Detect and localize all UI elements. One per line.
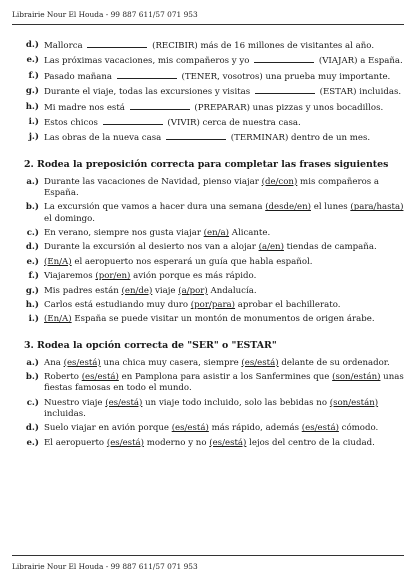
answer-blank xyxy=(87,40,147,48)
text-segment: incluidas. xyxy=(44,409,86,420)
item-text xyxy=(44,71,404,83)
item-label: b.) xyxy=(25,202,39,213)
item-text xyxy=(44,358,404,369)
option-choice: (es/está) xyxy=(241,357,279,368)
option-choice: (es/está) xyxy=(106,437,145,448)
text-segment: (TERMINAR) dentro de un mes. xyxy=(228,133,371,144)
ex1-item xyxy=(24,71,404,83)
ex3-item xyxy=(24,438,404,449)
text-segment: más rápido, además xyxy=(208,423,302,434)
text-segment: unas fiestas famosas en todo el mundo. xyxy=(44,372,404,394)
item-label: e.) xyxy=(26,55,39,66)
ex1-item xyxy=(24,132,404,144)
text-segment: Durante la excursión al desierto nos van a alojar xyxy=(44,242,259,253)
answer-blank xyxy=(166,132,226,140)
option-choice: (a/por) xyxy=(178,285,208,296)
ex1-item xyxy=(24,86,404,98)
ex2-item xyxy=(24,177,404,200)
ex2-item xyxy=(24,202,404,225)
item-text xyxy=(44,55,404,67)
text-segment: delante de su ordenador. xyxy=(278,357,390,368)
text-segment: Mallorca xyxy=(44,41,86,51)
ex2-item xyxy=(24,300,404,311)
item-label: d.) xyxy=(25,423,39,434)
footer-rule xyxy=(12,555,404,556)
ex3-item xyxy=(24,358,404,369)
item-label: b.) xyxy=(25,372,39,383)
exercise-2-title: 2. Rodea la preposición correcta para completar las frases siguientes xyxy=(24,158,389,170)
answer-blank xyxy=(254,55,314,63)
text-segment: cómodo. xyxy=(338,423,379,434)
text-segment: Suelo viajar en avión porque xyxy=(44,423,172,434)
text-segment: Carlos está estudiando muy duro xyxy=(44,299,191,310)
exercise-1-list xyxy=(24,40,404,145)
ex2-item xyxy=(24,242,404,253)
option-choice: (es/está) xyxy=(171,423,209,434)
text-segment: Las obras de la nueva casa xyxy=(44,133,165,144)
item-text xyxy=(44,423,404,434)
answer-blank xyxy=(103,117,163,125)
item-label: a.) xyxy=(26,357,39,368)
worksheet-content xyxy=(24,40,404,452)
text-segment: moderno y no xyxy=(144,437,210,448)
text-segment: (TENER, vosotros) una prueba muy importante. xyxy=(178,71,391,82)
option-choice: (por/para) xyxy=(190,299,236,310)
item-text xyxy=(44,438,404,449)
text-segment: La excursión que vamos a hacer dura una semana xyxy=(44,202,266,213)
item-label: j.) xyxy=(28,132,39,143)
text-segment: lejos del centro de la ciudad. xyxy=(246,437,375,448)
option-choice: (son/están) xyxy=(329,397,379,408)
item-label: f.) xyxy=(28,70,39,81)
ex3-item xyxy=(24,372,404,395)
text-segment: un viaje todo incluido, solo las bebidas no xyxy=(142,397,330,408)
exercise-3-list xyxy=(24,358,404,449)
item-label: a.) xyxy=(26,176,39,187)
item-label: e.) xyxy=(26,256,39,267)
item-label: d.) xyxy=(25,40,39,50)
item-text xyxy=(44,102,404,114)
option-choice: (es/está) xyxy=(105,397,143,408)
exercise-2-list xyxy=(24,177,404,326)
answer-blank xyxy=(255,86,315,94)
item-text xyxy=(44,372,404,395)
ex1-item xyxy=(24,40,404,52)
item-label: i.) xyxy=(28,116,39,127)
item-label: g.) xyxy=(25,86,39,97)
page-header: Librairie Nour El Houda - 99 887 611/57 071 953 xyxy=(12,10,198,19)
option-choice: (de/con) xyxy=(261,176,298,187)
text-segment: Roberto xyxy=(44,372,82,383)
exercise-3-title: 3. Rodea la opción correcta de "SER" o "ESTAR" xyxy=(24,339,277,351)
item-label: i.) xyxy=(28,314,39,325)
item-label: e.) xyxy=(26,437,39,448)
text-segment: Durante las vacaciones de Navidad, pienso viajar xyxy=(44,176,262,187)
text-segment: Nuestro viaje xyxy=(44,397,106,408)
answer-blank xyxy=(130,102,190,110)
ex2-item xyxy=(24,228,404,239)
text-segment: En verano, siempre nos gusta viajar xyxy=(44,228,204,239)
option-choice: (por/en) xyxy=(95,271,131,282)
item-text xyxy=(44,398,404,421)
text-segment: una chica muy casera, siempre xyxy=(100,357,242,368)
option-choice: (a/en) xyxy=(258,242,284,253)
ex1-item xyxy=(24,117,404,129)
text-segment: (VIAJAR) a España. xyxy=(316,56,403,67)
text-segment: España se puede visitar un montón de monumentos de origen árabe. xyxy=(71,314,375,325)
text-segment: tiendas de campaña. xyxy=(283,242,377,253)
text-segment: mis compañeros a España. xyxy=(44,176,380,198)
ex1-item xyxy=(24,55,404,67)
text-segment: Durante el viaje, todas las excursiones y visitas xyxy=(44,87,253,98)
item-label: d.) xyxy=(25,242,39,253)
page-footer: Librairie Nour El Houda - 99 887 611/57 071 953 xyxy=(12,562,198,571)
ex1-item xyxy=(24,102,404,114)
ex2-item xyxy=(24,314,404,325)
text-segment: Alicante. xyxy=(229,228,271,239)
text-segment: en Pamplona para asistir a los Sanfermines que xyxy=(118,372,333,383)
option-choice: (desde/en) xyxy=(265,202,311,213)
text-segment: Ana xyxy=(44,357,64,368)
answer-blank xyxy=(117,71,177,79)
option-choice: (en/a) xyxy=(203,228,230,239)
ex2-item xyxy=(24,271,404,282)
item-label: f.) xyxy=(28,271,39,282)
text-segment: el domingo. xyxy=(44,213,95,224)
item-text xyxy=(44,40,404,52)
ex3-item xyxy=(24,423,404,434)
text-segment: Andalucía. xyxy=(207,285,257,296)
text-segment: (VIVIR) cerca de nuestra casa. xyxy=(164,117,301,128)
item-text xyxy=(44,86,404,98)
item-text xyxy=(44,202,404,225)
item-text xyxy=(44,177,404,200)
item-text xyxy=(44,314,404,325)
option-choice: (son/están) xyxy=(332,372,381,383)
text-segment: Mis padres están xyxy=(44,285,122,296)
text-segment: el aeropuerto nos esperará un guía que habla español. xyxy=(71,256,313,267)
text-segment: Las próximas vacaciones, mis compañeros y yo xyxy=(44,56,253,67)
item-label: h.) xyxy=(25,299,39,310)
option-choice: (En/A) xyxy=(44,256,72,267)
option-choice: (En/A) xyxy=(44,314,72,325)
item-text xyxy=(44,132,404,144)
option-choice: (es/está) xyxy=(209,437,247,448)
text-segment: viaje xyxy=(152,285,179,296)
text-segment: Viajaremos xyxy=(44,271,96,282)
option-choice: (para/hasta) xyxy=(350,202,404,213)
text-segment: aprobar el bachillerato. xyxy=(235,299,341,310)
text-segment: el lunes xyxy=(311,202,351,213)
option-choice: (es/está) xyxy=(63,357,101,368)
option-choice: (es/está) xyxy=(301,423,339,434)
item-text xyxy=(44,257,404,268)
text-segment: El aeropuerto xyxy=(44,437,107,448)
item-text xyxy=(44,300,404,311)
text-segment: (RECIBIR) más de 16 millones de visitantes al año. xyxy=(149,41,375,51)
ex2-item xyxy=(24,257,404,268)
item-label: c.) xyxy=(26,228,39,239)
text-segment: (PREPARAR) unas pizzas y unos bocadillos. xyxy=(191,102,384,113)
item-label: c.) xyxy=(26,397,39,408)
item-label: h.) xyxy=(25,101,39,112)
item-text xyxy=(44,228,404,239)
ex2-item xyxy=(24,286,404,297)
option-choice: (es/está) xyxy=(81,372,119,383)
text-segment: Mi madre nos está xyxy=(44,102,128,113)
option-choice: (en/de) xyxy=(121,285,153,296)
text-segment: avión porque es más rápido. xyxy=(130,271,257,282)
header-rule xyxy=(12,24,404,25)
item-text xyxy=(44,242,404,253)
text-segment: Pasado mañana xyxy=(44,71,115,82)
ex3-item xyxy=(24,398,404,421)
item-label: g.) xyxy=(25,285,39,296)
item-text xyxy=(44,286,404,297)
item-text xyxy=(44,117,404,129)
text-segment: Estos chicos xyxy=(44,117,101,128)
text-segment: (ESTAR) incluidas. xyxy=(316,87,402,98)
item-text xyxy=(44,271,404,282)
